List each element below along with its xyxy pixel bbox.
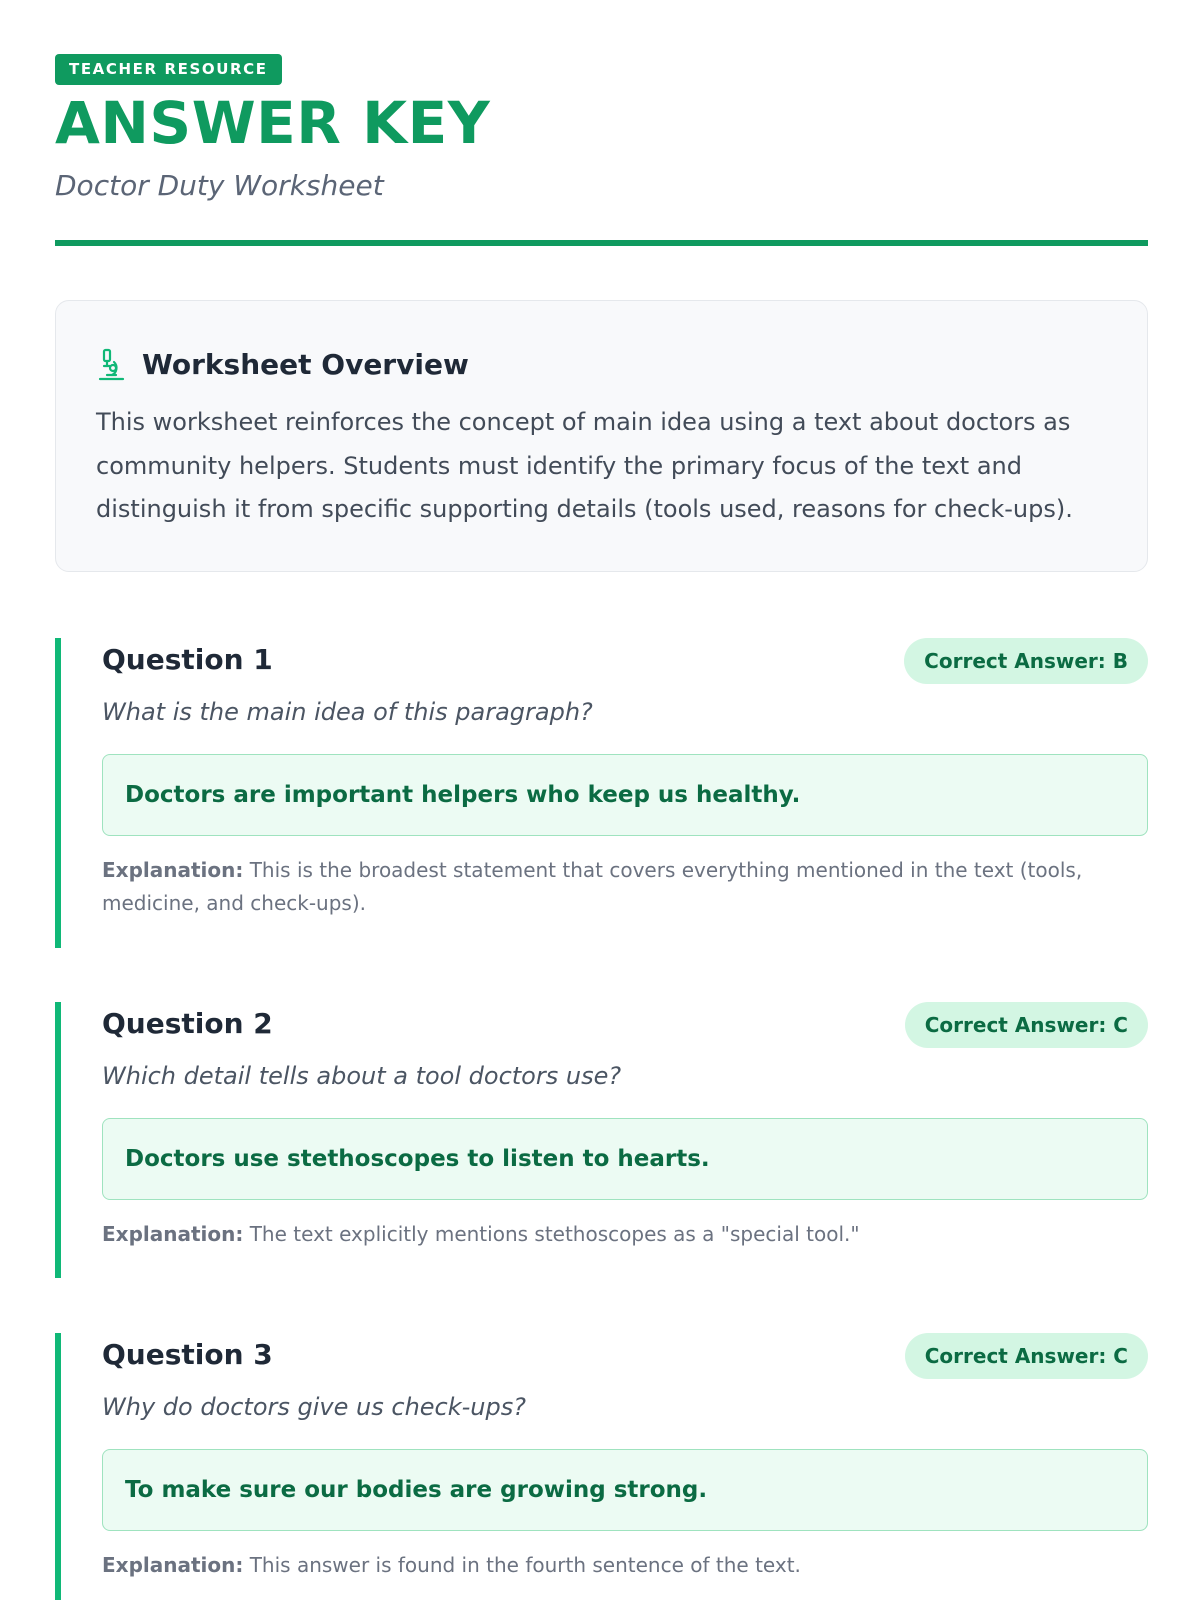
question-title: Question 3	[102, 1338, 273, 1371]
header-divider	[55, 240, 1148, 246]
explanation-text: The text explicitly mentions stethoscopes as a "special tool."	[249, 1222, 860, 1246]
correct-answer-badge: Correct Answer: B	[904, 638, 1148, 684]
microscope-icon	[96, 348, 126, 382]
answer-box: Doctors use stethoscopes to listen to hearts.	[102, 1118, 1148, 1200]
explanation-label: Explanation:	[102, 1553, 244, 1577]
overview-text: This worksheet reinforces the concept of main idea using a text about doctors as community helpers. Students must identify the primary focus of the text and distinguish it from specific supporting details (tools used, reasons for check-ups).	[96, 408, 1073, 523]
explanation	[102, 854, 1148, 920]
question-header	[102, 1002, 1148, 1046]
question-prompt: What is the main idea of this paragraph?	[102, 698, 593, 726]
question-card-3	[55, 1333, 1148, 1600]
question-prompt: Which detail tells about a tool doctors use?	[102, 1062, 622, 1090]
answer-box: To make sure our bodies are growing strong.	[102, 1449, 1148, 1531]
question-title: Question 2	[102, 1007, 273, 1040]
question-title: Question 1	[102, 643, 273, 676]
explanation	[102, 1549, 1148, 1582]
page-subtitle: Doctor Duty Worksheet	[55, 169, 384, 202]
correct-answer-badge: Correct Answer: C	[905, 1002, 1148, 1048]
question-header	[102, 638, 1148, 682]
question-card-2	[55, 1002, 1148, 1278]
correct-answer-badge: Correct Answer: C	[905, 1333, 1148, 1379]
question-header	[102, 1333, 1148, 1377]
question-card-1	[55, 638, 1148, 948]
worksheet-overview-card	[55, 300, 1148, 572]
explanation-text: This answer is found in the fourth sentence of the text.	[249, 1553, 801, 1577]
overview-title: Worksheet Overview	[142, 348, 469, 381]
answer-box: Doctors are important helpers who keep us healthy.	[102, 754, 1148, 836]
explanation	[102, 1218, 1148, 1251]
explanation-text: This is the broadest statement that covers everything mentioned in the text (tools, medicine, and check-ups).	[102, 858, 1083, 915]
teacher-resource-badge: TEACHER RESOURCE	[55, 54, 282, 85]
overview-header	[96, 347, 1107, 383]
question-prompt: Why do doctors give us check-ups?	[102, 1393, 526, 1421]
header	[55, 0, 1145, 203]
explanation-label: Explanation:	[102, 1222, 244, 1246]
explanation-label: Explanation:	[102, 858, 244, 882]
page-title: ANSWER KEY	[55, 89, 491, 157]
